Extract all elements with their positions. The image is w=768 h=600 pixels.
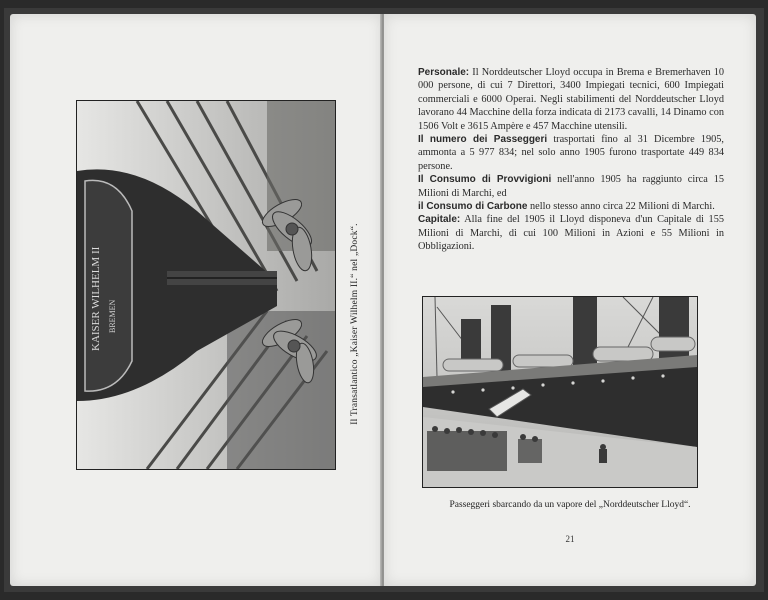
ship-photo-caption-vertical	[340, 184, 370, 464]
paragraph-term: Capitale:	[418, 214, 461, 226]
right-page	[384, 14, 756, 586]
paragraph-text: nello stesso anno circa 22 Milioni di Marchi.	[527, 201, 715, 213]
ship-photo-caption-text: Il Transatlantico „Kaiser Wilhelm II.“ nel „Dock“.	[350, 223, 360, 425]
paragraph-term: Personale:	[418, 67, 470, 78]
left-page	[10, 14, 382, 586]
paragraph-personale	[418, 66, 724, 133]
open-book	[4, 8, 764, 592]
svg-text:BREMEN: BREMEN	[108, 299, 117, 333]
company-statistics-text	[418, 66, 724, 254]
paragraph-text: Il Norddeutscher Lloyd occupa in Brema e Bremerhaven 10 000 persone, di cui 7 Direttori, 3400 Impiegati tecnici, 600 Impiegati commerciali e 6000 Operai. Negli stabilimenti del Norddeutscher Lloyd lavorano 44 Macchine della forza indicata di 2173 cavalli, 14 Dinamo con 1506 Volt e 3615 Ampère e 457 Macchine utensili.	[418, 67, 724, 132]
paragraph-capitale	[418, 213, 724, 253]
paragraph-carbone	[418, 200, 724, 213]
ship-in-dock-photo	[76, 100, 336, 470]
paragraph-term: Il Consumo di Provvigioni	[418, 174, 552, 186]
paragraph-term: il Consumo di Carbone	[418, 201, 528, 213]
passengers-photo-caption: Passeggeri sbarcando da un vapore del „Norddeutscher Lloyd“.	[449, 500, 691, 510]
paragraph-text: Alla fine del 1905 il Lloyd disponeva d'un Capitale di 155 Milioni di Marchi, di cui 100 Milioni in Azioni e 55 Milioni in Obbligazioni.	[418, 214, 724, 253]
paragraph-provvigioni	[418, 173, 724, 200]
passengers-disembarking-photo	[422, 296, 698, 488]
paragraph-passeggeri	[418, 133, 724, 173]
svg-text:KAISER WILHELM II: KAISER WILHELM II	[90, 246, 102, 351]
paragraph-term: Il numero dei Passeggeri	[418, 134, 548, 146]
paragraph-text: trasportati fino al 31 Dicembre 1905, ammonta a 5 977 834; nel solo anno 1905 furono trasportate 449 834 persone.	[418, 134, 724, 172]
page-number: 21	[565, 534, 575, 544]
paragraph-text: nell'anno 1905 ha raggiunto circa 15 Milioni di Marchi, ed	[418, 174, 724, 199]
